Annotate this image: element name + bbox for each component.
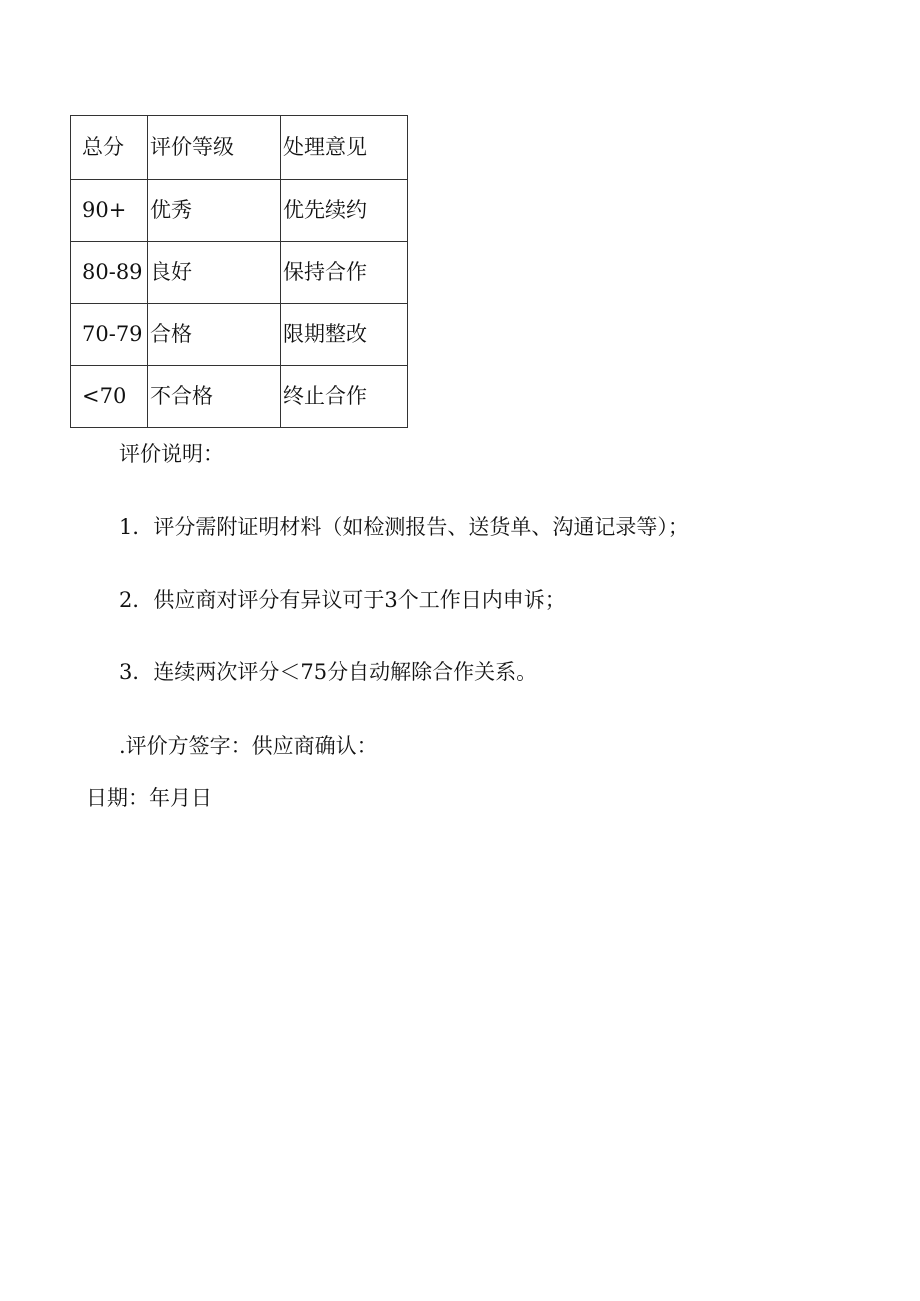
- cell-score: 80-89: [71, 242, 148, 304]
- cell-level: 合格: [148, 304, 281, 366]
- grade-table: [70, 115, 408, 428]
- cell-level: 不合格: [148, 366, 281, 428]
- table-row: [71, 180, 408, 242]
- note-item-3: 3．连续两次评分＜75分自动解除合作关系。: [119, 660, 538, 684]
- cell-score: 90+: [71, 180, 148, 242]
- header-grade-level: 评价等级: [148, 116, 281, 180]
- note-item-2: 2．供应商对评分有异议可于3个工作日内申诉；: [119, 588, 566, 612]
- cell-level: 良好: [148, 242, 281, 304]
- note-item-1: 1．评分需附证明材料（如检测报告、送货单、沟通记录等）；: [119, 515, 689, 539]
- cell-opinion: 优先续约: [281, 180, 408, 242]
- cell-opinion: 保持合作: [281, 242, 408, 304]
- cell-opinion: 限期整改: [281, 304, 408, 366]
- cell-score: 70-79: [71, 304, 148, 366]
- cell-opinion: 终止合作: [281, 366, 408, 428]
- cell-score: <70: [71, 366, 148, 428]
- table-row: [71, 304, 408, 366]
- table-row: [71, 242, 408, 304]
- table-row: [71, 366, 408, 428]
- cell-level: 优秀: [148, 180, 281, 242]
- date-line: 日期：年月日: [86, 786, 212, 810]
- table-header-row: [71, 116, 408, 180]
- notes-title: 评价说明：: [119, 442, 224, 466]
- header-total-score: 总分: [71, 116, 148, 180]
- header-handling-opinion: 处理意见: [281, 116, 408, 180]
- signature-line: .评价方签字：供应商确认：: [119, 734, 378, 758]
